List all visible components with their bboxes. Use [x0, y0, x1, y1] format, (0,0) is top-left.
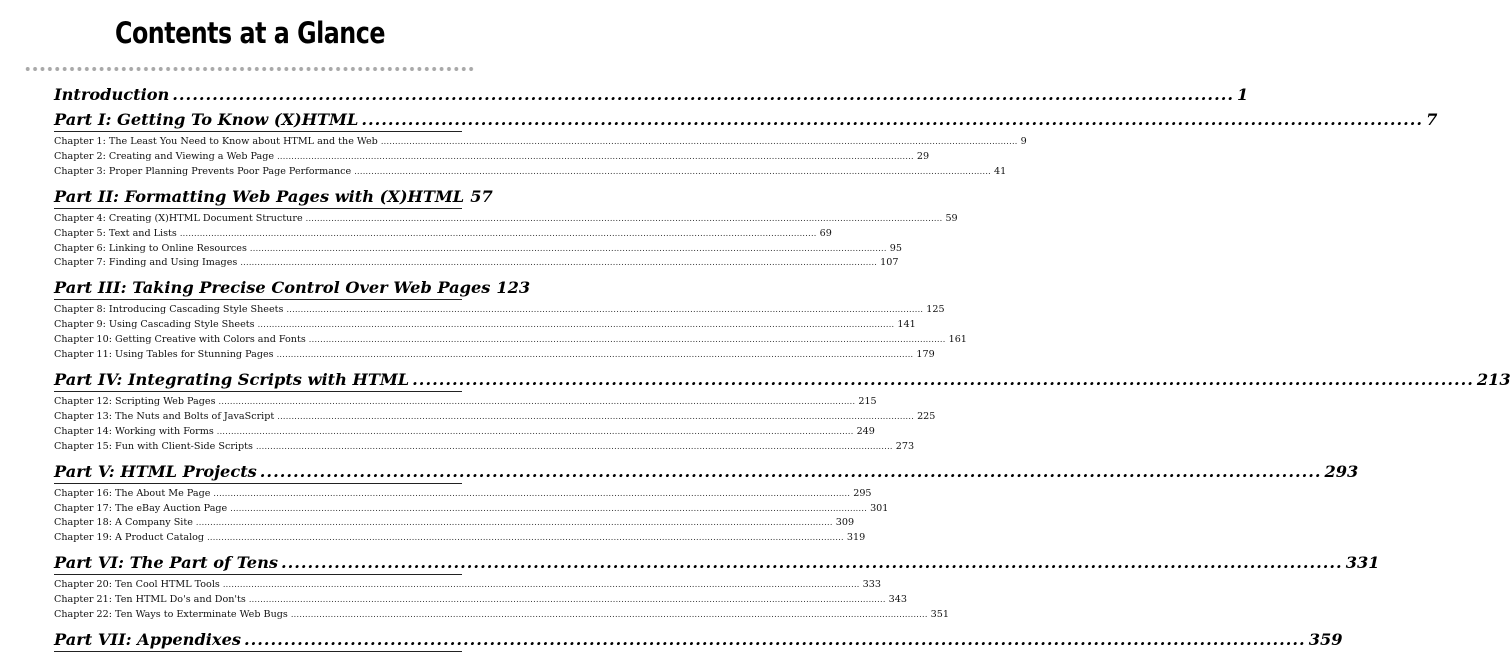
- toc-part-section: [54, 461, 1359, 553]
- dot-leader: [281, 552, 1343, 573]
- chapter-title: Chapter 18: A Company Site: [54, 517, 193, 529]
- toc-chapter-entry[interactable]: [54, 410, 936, 425]
- toc-part-entry[interactable]: [54, 552, 1380, 573]
- dot-leader: [277, 348, 914, 363]
- toc-chapter-entry[interactable]: [54, 227, 832, 242]
- chapter-title: Chapter 6: Linking to Online Resources: [54, 242, 247, 254]
- toc-chapter-entry[interactable]: [54, 487, 872, 502]
- toc-chapter-entry[interactable]: [54, 395, 877, 410]
- chapter-title: Chapter 8: Introducing Cascading Style Sheets: [54, 304, 284, 316]
- toc-part-entry[interactable]: [54, 369, 1511, 390]
- toc-chapter-entry[interactable]: [54, 348, 935, 363]
- part-underline: [54, 130, 462, 132]
- introduction-label: Introduction: [54, 85, 170, 104]
- dot-leader: [306, 212, 943, 227]
- toc-chapter-entry[interactable]: [54, 212, 958, 227]
- toc-chapter-entry[interactable]: [54, 608, 949, 623]
- chapter-title: Chapter 3: Proper Planning Prevents Poor Page Performance: [54, 165, 352, 177]
- dot-leader: [309, 333, 946, 348]
- chapter-title: Chapter 1: The Least You Need to Know about HTML and the Web: [54, 136, 378, 147]
- chapter-title: Chapter 9: Using Cascading Style Sheets: [54, 319, 255, 331]
- chapter-page-number: 249: [856, 425, 875, 437]
- chapter-title: Chapter 4: Creating (X)HTML Document Structure: [54, 212, 303, 224]
- dot-leader: [412, 369, 1474, 390]
- part-underline: [54, 390, 462, 392]
- toc-chapter-entry[interactable]: [54, 135, 1027, 150]
- toc-chapter-entry[interactable]: [54, 318, 916, 333]
- dot-leader: [180, 227, 817, 242]
- chapter-title: Chapter 11: Using Tables for Stunning Pages: [54, 349, 274, 361]
- part-underline: [54, 298, 462, 300]
- part-title: Part IV: Integrating Scripts with HTML: [54, 369, 410, 389]
- dot-leader: [277, 150, 914, 165]
- toc-chapter-entry[interactable]: [54, 516, 855, 531]
- dot-leader: [381, 135, 1018, 150]
- part-title: Part VII: Appendixes: [54, 629, 241, 649]
- toc-chapter-entry[interactable]: [54, 531, 866, 546]
- dot-leader: [230, 502, 867, 517]
- toc-part-section: [54, 369, 1511, 461]
- part-page-number: 331: [1345, 553, 1380, 573]
- chapter-title: Chapter 19: A Product Catalog: [54, 532, 205, 544]
- toc-part-section: [54, 186, 958, 278]
- chapter-page-number: 161: [948, 334, 967, 346]
- part-title: Part I: Getting To Know (X)HTML: [54, 110, 359, 129]
- chapter-title: Chapter 17: The eBay Auction Page: [54, 502, 228, 514]
- chapter-title: Chapter 2: Creating and Viewing a Web Page: [54, 150, 275, 162]
- chapter-page-number: 309: [835, 517, 855, 529]
- part-underline: [54, 207, 462, 209]
- chapter-title: Chapter 14: Working with Forms: [54, 425, 214, 437]
- dot-leader: [196, 516, 833, 531]
- dot-leader: [291, 608, 928, 623]
- part-title: Part VI: The Part of Tens: [54, 553, 278, 573]
- toc-chapter-entry[interactable]: [54, 150, 930, 165]
- part-underline: [54, 650, 462, 652]
- chapter-page-number: 225: [917, 410, 936, 422]
- chapter-page-number: 141: [897, 319, 916, 331]
- toc-part-section: [54, 109, 1438, 186]
- chapter-page-number: 215: [858, 395, 877, 407]
- chapter-title: Chapter 10: Getting Creative with Colors and Fonts: [54, 334, 306, 346]
- part-page-number: 123: [496, 278, 531, 298]
- dot-leader: [223, 578, 860, 593]
- chapter-page-number: 29: [916, 150, 930, 162]
- toc-chapter-entry[interactable]: [54, 502, 889, 517]
- toc-part-entry[interactable]: [54, 461, 1359, 482]
- part-page-number: 213: [1476, 369, 1511, 389]
- parts-container: [54, 109, 1511, 652]
- chapter-page-number: 41: [994, 165, 1007, 177]
- chapter-page-number: 301: [870, 502, 889, 514]
- dot-leader: [172, 84, 1234, 105]
- toc-chapter-entry[interactable]: [54, 425, 875, 440]
- toc-part-section: [54, 552, 1380, 629]
- chapter-page-number: 95: [889, 242, 902, 254]
- chapter-page-number: 125: [926, 304, 945, 316]
- dot-leader: [240, 256, 877, 271]
- dot-leader: [361, 109, 1423, 130]
- toc-chapter-entry[interactable]: [54, 440, 915, 455]
- toc-chapter-entry[interactable]: [54, 165, 1007, 180]
- chapter-page-number: 273: [895, 440, 915, 452]
- toc-chapter-entry[interactable]: [54, 303, 945, 318]
- chapter-page-number: 59: [945, 212, 958, 224]
- part-underline: [54, 482, 462, 484]
- chapter-title: Chapter 15: Fun with Client-Side Scripts: [54, 440, 253, 452]
- chapter-page-number: 179: [916, 349, 935, 361]
- chapter-page-number: 107: [880, 257, 899, 269]
- chapter-title: Chapter 13: The Nuts and Bolts of JavaScript: [54, 410, 275, 422]
- chapter-title: Chapter 21: Ten HTML Do's and Don'ts: [54, 594, 246, 606]
- part-underline: [54, 573, 462, 575]
- dot-leader: [213, 487, 850, 502]
- dot-leader: [286, 303, 923, 318]
- chapter-page-number: 333: [862, 579, 881, 591]
- toc-part-section: [54, 629, 1343, 652]
- toc-chapter-entry[interactable]: [54, 333, 967, 348]
- chapter-page-number: 319: [846, 532, 866, 544]
- chapter-page-number: 69: [819, 227, 832, 239]
- chapter-title: Chapter 20: Ten Cool HTML Tools: [54, 579, 220, 591]
- toc-chapter-entry[interactable]: [54, 256, 899, 271]
- dot-leader: [260, 461, 1322, 482]
- chapter-title: Chapter 22: Ten Ways to Exterminate Web Bugs: [54, 609, 288, 621]
- chapter-title: Chapter 16: The About Me Page: [54, 487, 211, 499]
- chapter-page-number: 343: [888, 594, 907, 606]
- part-page-number: 7: [1426, 110, 1438, 129]
- part-title: Part III: Taking Precise Control Over Web Pages: [54, 278, 491, 298]
- toc-part-entry[interactable]: [54, 277, 531, 298]
- chapter-title: Chapter 5: Text and Lists: [54, 227, 177, 239]
- dot-leader: [219, 395, 856, 410]
- dot-leader: [277, 410, 914, 425]
- chapter-page-number: 351: [930, 609, 949, 621]
- part-page-number: 57: [470, 186, 493, 206]
- toc-part-entry[interactable]: [54, 629, 1343, 650]
- part-title: Part II: Formatting Web Pages with (X)HTML: [54, 186, 465, 206]
- toc-chapter-entry[interactable]: [54, 593, 907, 608]
- chapter-title: Chapter 12: Scripting Web Pages: [54, 395, 216, 407]
- dot-leader: [217, 425, 854, 440]
- dot-leader: [258, 318, 895, 333]
- page-title: Contents at a Glance: [114, 16, 385, 50]
- part-page-number: 359: [1308, 629, 1343, 649]
- toc-part-section: [54, 277, 967, 369]
- dot-leader: [354, 165, 991, 180]
- toc-part-entry[interactable]: [54, 186, 493, 207]
- toc-chapter-entry[interactable]: [54, 242, 902, 257]
- part-page-number: 293: [1324, 461, 1359, 481]
- toc-chapter-entry[interactable]: [54, 578, 881, 593]
- chapter-title: Chapter 7: Finding and Using Images: [54, 257, 238, 269]
- dot-leader: [207, 531, 844, 546]
- chapter-page-number: 9: [1020, 136, 1027, 147]
- dotted-divider: [24, 66, 476, 72]
- dot-leader: [256, 440, 893, 455]
- toc-entry-introduction[interactable]: [54, 84, 1249, 105]
- dot-leader: [250, 242, 887, 257]
- introduction-page: 1: [1236, 85, 1249, 104]
- toc-part-entry[interactable]: [54, 109, 1438, 130]
- part-title: Part V: HTML Projects: [54, 461, 257, 481]
- toc-list: [54, 84, 1511, 655]
- dot-leader: [249, 593, 886, 608]
- chapter-page-number: 295: [853, 487, 872, 499]
- dot-leader: [244, 629, 1306, 650]
